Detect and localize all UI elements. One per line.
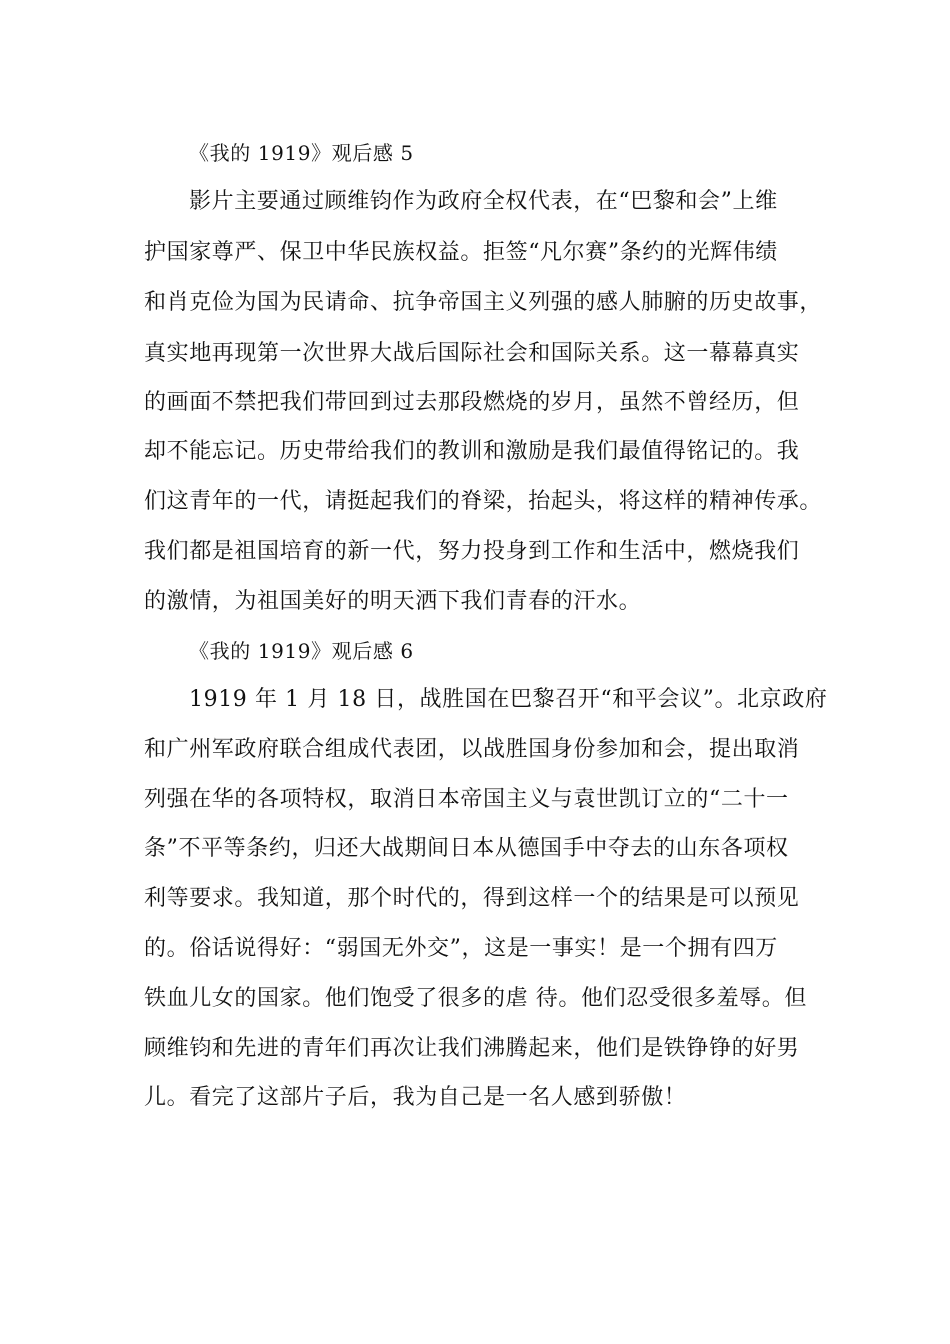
section-5-line-7: 们这青年的一代，请挺起我们的脊梁，抬起头，将这样的精神传承。	[144, 489, 823, 514]
section-5-line-8: 我们都是祖国培育的新一代，努力投身到工作和生活中，燃烧我们	[144, 539, 800, 564]
section-6-line-6: 的。俗话说得好：“弱国无外交”，这是一事实！是一个拥有四万	[144, 936, 778, 961]
section-5-line-6: 却不能忘记。历史带给我们的教训和激励是我们最值得铭记的。我	[144, 439, 800, 464]
section-6-title: 《我的 1919》观后感 6	[189, 639, 414, 663]
section-6-line-4: 条”不平等条约，归还大战期间日本从德国手中夺去的山东各项权	[144, 836, 789, 861]
section-6-line-8: 顾维钧和先进的青年们再次让我们沸腾起来，他们是铁铮铮的好男	[144, 1036, 800, 1061]
section-6-line-5: 利等要求。我知道，那个时代的，得到这样一个的结果是可以预见	[144, 886, 800, 911]
section-6-line-3: 列强在华的各项特权，取消日本帝国主义与袁世凯订立的“二十一	[144, 787, 789, 812]
section-6-line-2: 和广州军政府联合组成代表团，以战胜国身份参加和会，提出取消	[144, 737, 800, 762]
section-6-line-1: 1919 年 1 月 18 日，战胜国在巴黎召开“和平会议”。北京政府	[189, 687, 828, 712]
section-6-line-9: 儿。看完了这部片子后，我为自己是一名人感到骄傲！	[144, 1085, 687, 1110]
section-5-line-5: 的画面不禁把我们带回到过去那段燃烧的岁月，虽然不曾经历，但	[144, 390, 800, 415]
section-6-line-7: 铁血儿女的国家。他们饱受了很多的虐 待。他们忍受很多羞辱。但	[144, 986, 807, 1011]
section-5-line-4: 真实地再现第一次世界大战后国际社会和国际关系。这一幕幕真实	[144, 341, 800, 366]
section-5-line-3: 和肖克俭为国为民请命、抗争帝国主义列强的感人肺腑的历史故事，	[144, 290, 823, 315]
section-5-line-1: 影片主要通过顾维钧作为政府全权代表，在“巴黎和会”上维	[189, 189, 778, 214]
section-5-line-9: 的激情，为祖国美好的明天洒下我们青春的汗水。	[144, 589, 642, 614]
section-5-title: 《我的 1919》观后感 5	[189, 141, 414, 165]
section-5-line-2: 护国家尊严、保卫中华民族权益。拒签“凡尔赛”条约的光辉伟绩	[144, 240, 778, 265]
